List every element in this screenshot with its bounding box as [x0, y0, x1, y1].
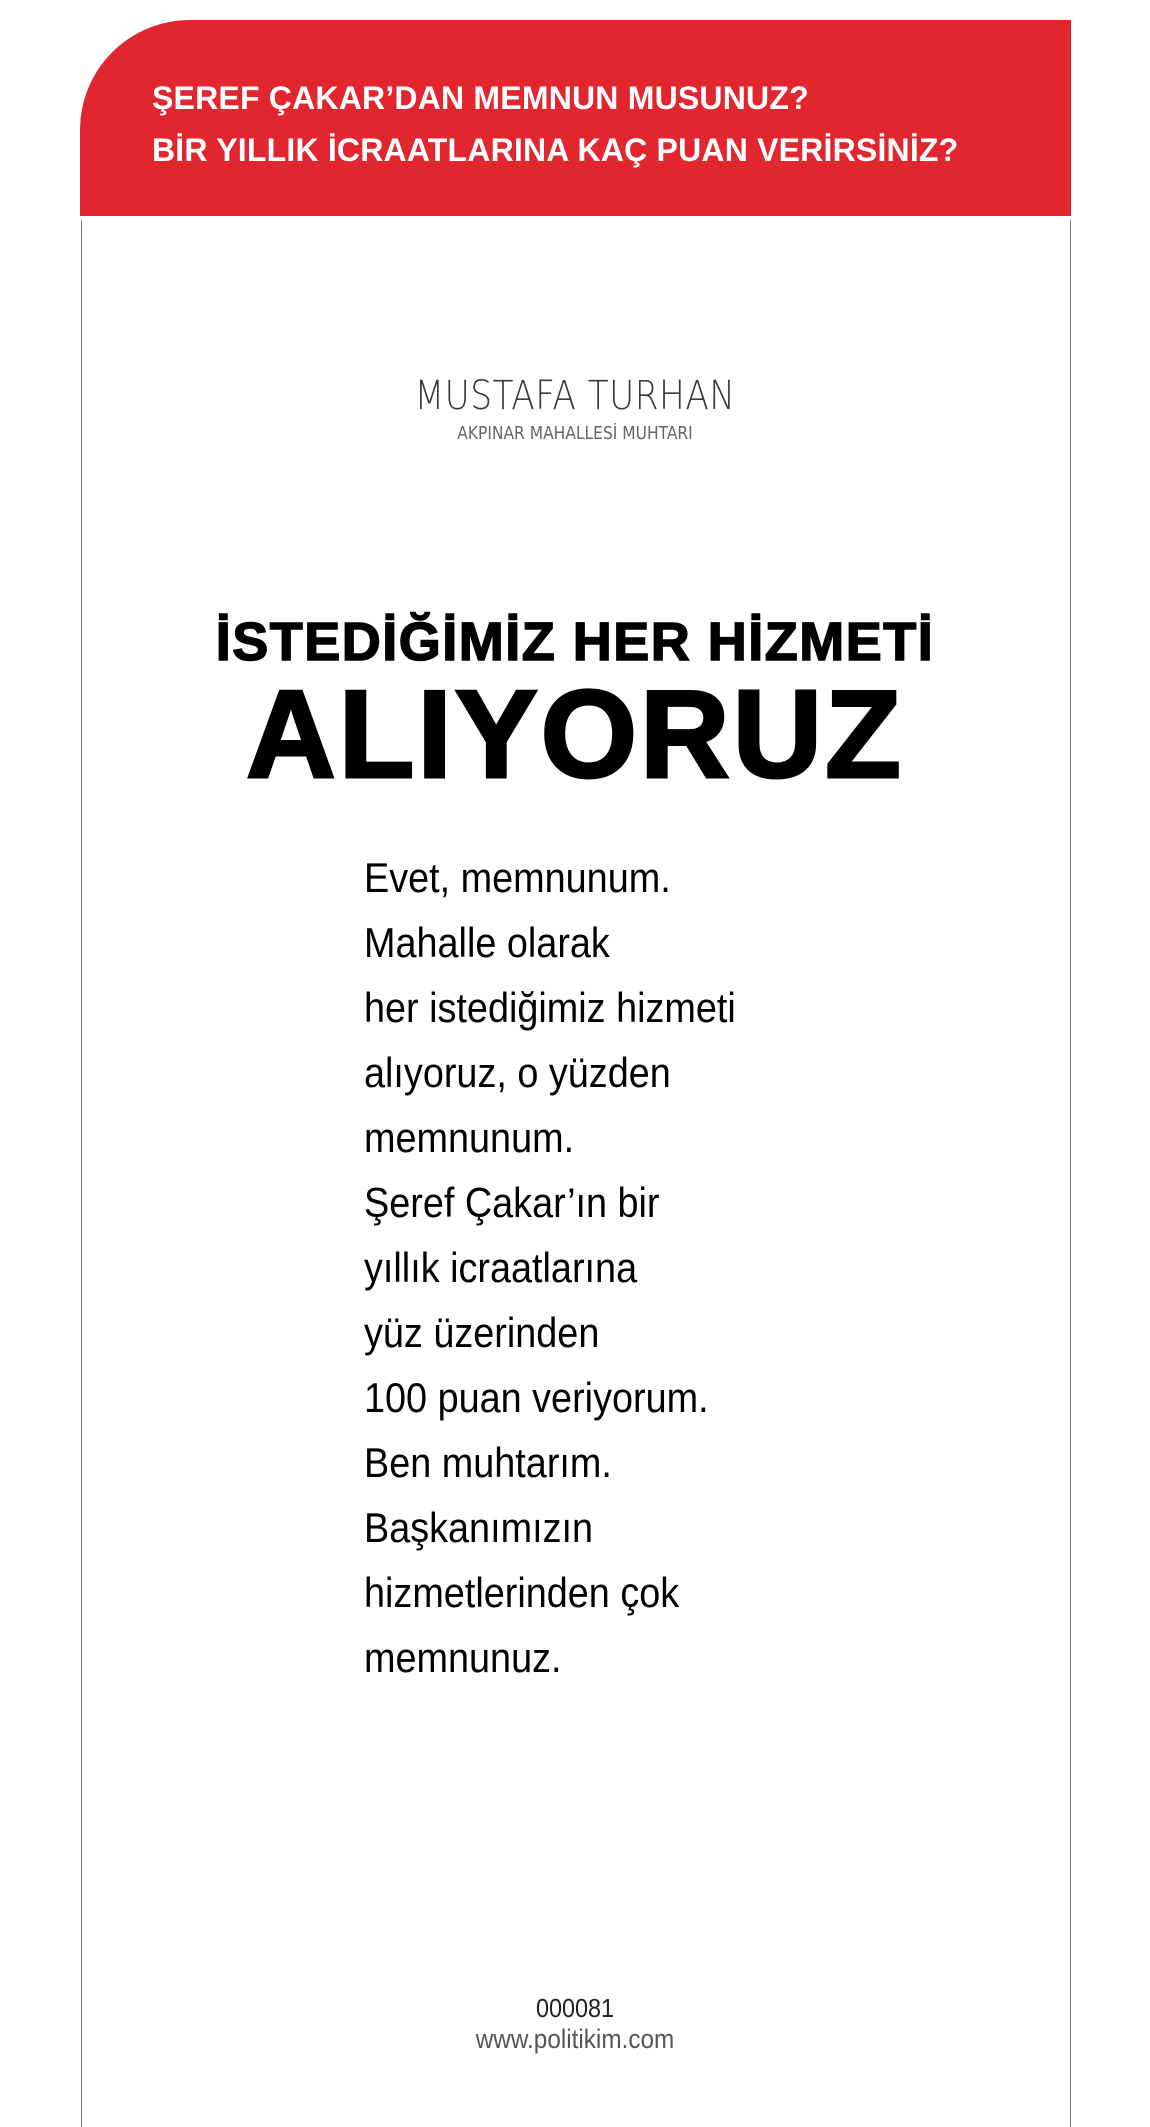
question-banner: [80, 20, 1071, 216]
headline-top-line: İSTEDİĞİMİZ HER HİZMETİ: [215, 612, 935, 672]
banner-question-line-1: ŞEREF ÇAKAR’DAN MEMNUN MUSUNUZ?: [152, 80, 809, 116]
right-border-line: [1070, 220, 1071, 2127]
answer-line: Şeref Çakar’ın bir: [364, 1179, 660, 1226]
answer-line: hizmetlerinden çok: [364, 1569, 680, 1616]
banner-question-line-2: BİR YILLIK İCRAATLARINA KAÇ PUAN VERİRSİNİZ?: [152, 132, 959, 168]
answer-line: Mahalle olarak: [364, 919, 610, 966]
answer-line: her istediğimiz hizmeti: [364, 984, 736, 1031]
answer-line: memnunum.: [364, 1114, 575, 1161]
document-code: 000081: [535, 1993, 615, 2023]
answer-line: yüz üzerinden: [364, 1309, 600, 1356]
answer-line: memnunuz.: [364, 1634, 562, 1681]
answer-line: alıyoruz, o yüzden: [364, 1049, 671, 1096]
answer-text: [364, 845, 924, 1690]
answer-line: Ben muhtarım.: [364, 1439, 612, 1486]
website-link[interactable]: www.politikim.com: [475, 2024, 675, 2054]
headline: [0, 610, 1150, 804]
respondent-role: AKPINAR MAHALLESİ MUHTARI: [457, 423, 693, 444]
answer-line: Evet, memnunum.: [364, 854, 671, 901]
respondent-name: MUSTAFA TURHAN: [414, 373, 736, 419]
headline-main-word: ALIYORUZ: [246, 666, 904, 804]
respondent-info: [0, 372, 1150, 446]
page-footer: [0, 1993, 1150, 2055]
answer-line: Başkanımızın: [364, 1504, 594, 1551]
left-border-line: [81, 220, 82, 2127]
answer-line: yıllık icraatlarına: [364, 1244, 638, 1291]
answer-line: 100 puan veriyorum.: [364, 1374, 709, 1421]
